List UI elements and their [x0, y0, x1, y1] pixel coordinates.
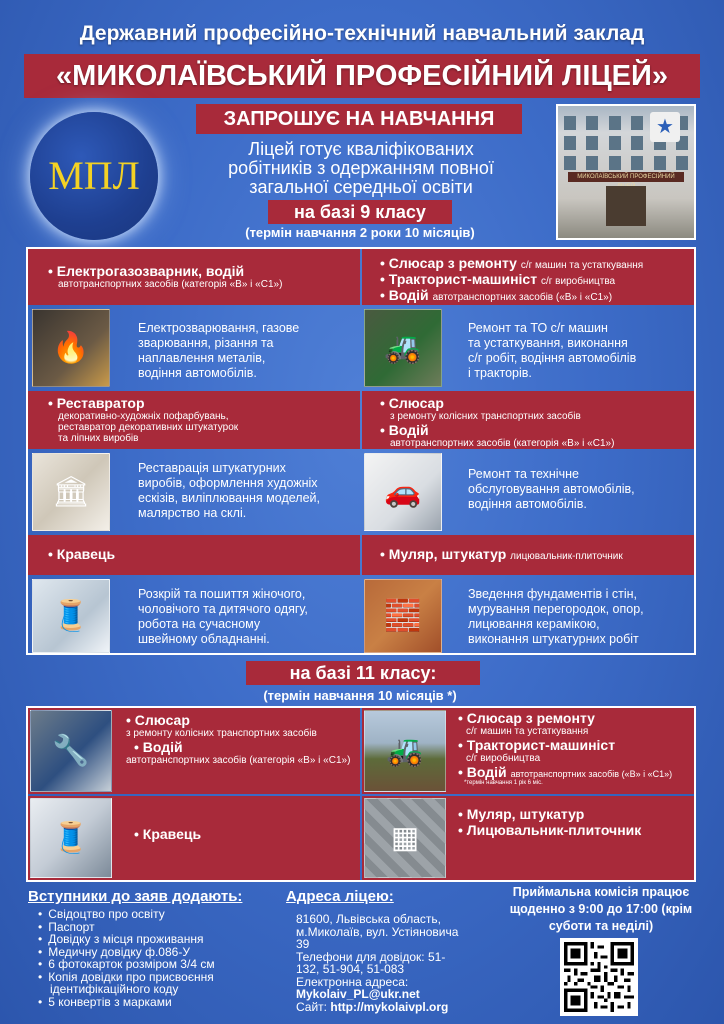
program-subtitle: автотранспортних засобів (категорія «В» і «С1») [126, 755, 351, 766]
program-title: • Лицювальник-плиточник [458, 822, 642, 838]
program-description: Ремонт та технічне обслуговування автомобілів, водіння автомобілів. [468, 467, 635, 511]
doc-item: • Медичну довідку ф.086-У [38, 946, 268, 959]
doc-item: • 5 конвертів з марками [38, 996, 268, 1009]
program-title: • Водій автотранспортних засобів («В» і «С1») [380, 287, 613, 303]
program-description: Реставрація штукатурних виробів, оформлення художніх ескізів, виліплювання моделей, малярство на склі. [138, 461, 320, 520]
program-agri-11 [362, 708, 694, 794]
car-photo [364, 453, 442, 531]
sewing-machine-icon: 🧵 [52, 599, 90, 633]
program-title: • Кравець [134, 826, 202, 842]
program-title: • Електрогазозварник, водій [48, 263, 245, 279]
program-description: Розкрій та пошиття жіночого, чоловічого та дитячого одягу, робота на сучасному швейному обладнанні. [138, 587, 308, 646]
tractor-icon: 🚜 [386, 734, 424, 768]
program-restorer [28, 391, 360, 449]
emblem-icon: ★ [650, 112, 680, 142]
program-car-mechanic [362, 391, 694, 449]
program-note: *термін навчання 1 рік 6 міс. [464, 780, 543, 786]
program-agri-mechanic [362, 249, 694, 305]
doc-item: • Довідку з місця проживання [38, 933, 268, 946]
sewing-machine-icon: 🧵 [52, 821, 90, 855]
base9-title: на базі 9 класу [268, 200, 452, 224]
mechanic-icon: 🔧 [52, 734, 90, 768]
sewing-hall-photo [30, 798, 112, 878]
program-subtitle: декоративно-художніх пофарбувань, реставратор декоративних штукатурок та ліпних виробів [58, 411, 239, 444]
tiles-photo [364, 798, 446, 878]
intro-line: робітників з одержанням повної [228, 158, 494, 178]
building-sign: МИКОЛАЇВСЬКИЙ ПРОФЕСІЙНИЙ [568, 172, 684, 182]
program-subtitle: автотранспортних засобів (категорія «В» і «С1») [58, 279, 283, 290]
doc-item: • Свідоцтво про освіту [38, 908, 268, 921]
program-description: Електрозварювання, газове зварювання, різання та наплавлення металів, водіння автомобілів. [138, 321, 300, 380]
program-title: • Тракторист-машиніст с/г виробництва [380, 271, 616, 287]
program-welder [28, 249, 360, 305]
program-title: • Муляр, штукатур [458, 806, 585, 822]
program-title: • Слюсар [380, 395, 444, 411]
base9-programs [26, 247, 696, 655]
program-tailor [28, 535, 360, 575]
program-title: • Водій [134, 739, 183, 755]
brick-icon: 🧱 [384, 599, 422, 633]
base11-term: (термін навчання 10 місяців *) [263, 688, 457, 703]
invite-banner: ЗАПРОШУЄ НА НАВЧАННЯ [196, 104, 522, 134]
program-title: • Реставратор [48, 395, 145, 411]
program-title: • Тракторист-машиніст [458, 737, 616, 753]
program-subtitle: с/г виробництва [466, 753, 541, 764]
program-tailor-11 [28, 796, 360, 880]
base11-title: на базі 11 класу: [246, 661, 480, 685]
program-title: • Водій автотранспортних засобів («В» і «С1») [458, 764, 673, 780]
doc-item: ідентифікаційного коду [50, 982, 179, 996]
column-icon: 🏛 [51, 475, 91, 509]
site-link[interactable]: http://mykolaivpl.org [330, 999, 449, 1014]
program-title: • Водій [380, 422, 429, 438]
tractor-photo [364, 309, 442, 387]
qr-code-icon[interactable] [560, 938, 638, 1016]
mpl-logo: МПЛ [30, 112, 158, 240]
doc-item: • Паспорт [38, 921, 268, 934]
program-title: • Слюсар з ремонту [458, 710, 595, 726]
welding-photo [32, 309, 110, 387]
car-lift-photo [30, 710, 112, 792]
program-title: • Слюсар з ремонту с/г машин та устаткування [380, 255, 644, 271]
base11-programs [26, 706, 696, 882]
car-icon: 🚗 [384, 475, 422, 509]
email-link[interactable]: Mykolaiv_PL@ukr.net [296, 987, 420, 1001]
docs-list [38, 908, 268, 1008]
program-subtitle: з ремонту колісних транспортних засобів [126, 728, 317, 739]
program-mason-11 [362, 796, 694, 880]
intro-line: Ліцей готує кваліфікованих [248, 139, 474, 159]
program-description: Зведення фундаментів і стін, мурування перегородок, опор, лицювання керамікою, виконання штукатурних робіт [468, 587, 644, 646]
sewing-photo [32, 579, 110, 653]
address-title: Адреса ліцею: [286, 888, 394, 905]
program-title: • Кравець [48, 546, 116, 562]
intro-text [196, 140, 526, 197]
doc-item: • Копія довідки про присвоєння [38, 971, 268, 984]
program-title: • Муляр, штукатур лицювальник-плиточник [380, 546, 623, 562]
tractor-field-photo [364, 710, 446, 792]
commission-hours: Приймальна комісія працює щоденно з 9:00 до 17:00 (крім суботи та неділі) [509, 885, 693, 933]
tile-icon: ▦ [390, 821, 420, 855]
address-block: 81600, Львівська область, м.Миколаїв, вул. Устіяновича 39 Телефони для довідок: 51- 132, 51-904, 51-083 Електронна адреса: Mykolaiv_PL@ukr.net Сайт: http://mykolaivpl.org [296, 913, 496, 1013]
program-subtitle: с/г машин та устаткування [466, 726, 589, 737]
program-mason [362, 535, 694, 575]
base9-term: (термін навчання 2 роки 10 місяців) [245, 225, 475, 240]
doc-item: • 6 фотокарток розміром 3/4 см [38, 958, 268, 971]
welding-icon: 🔥 [52, 331, 90, 365]
building-photo [556, 104, 696, 240]
building-door [606, 186, 646, 226]
lyceum-name: «МИКОЛАЇВСЬКИЙ ПРОФЕСІЙНИЙ ЛІЦЕЙ» [24, 54, 700, 98]
program-description: Ремонт та ТО с/г машин та устаткування, виконання с/г робіт, водіння автомобілів і тракторів. [468, 321, 637, 380]
tractor-icon: 🚜 [384, 331, 422, 365]
program-title: • Слюсар [126, 712, 190, 728]
program-subtitle: з ремонту колісних транспортних засобів [390, 411, 581, 422]
organization-type: Державний професійно-технічний навчальний заклад [79, 22, 645, 45]
program-subtitle: автотранспортних засобів (категорія «В» і «С1») [390, 438, 615, 449]
program-car-mechanic-11 [28, 708, 360, 794]
bricklaying-photo [364, 579, 442, 653]
restoration-photo [32, 453, 110, 531]
intro-line: загальної середньої освіти [249, 177, 473, 197]
docs-title: Вступники до заяв додають: [28, 888, 243, 905]
